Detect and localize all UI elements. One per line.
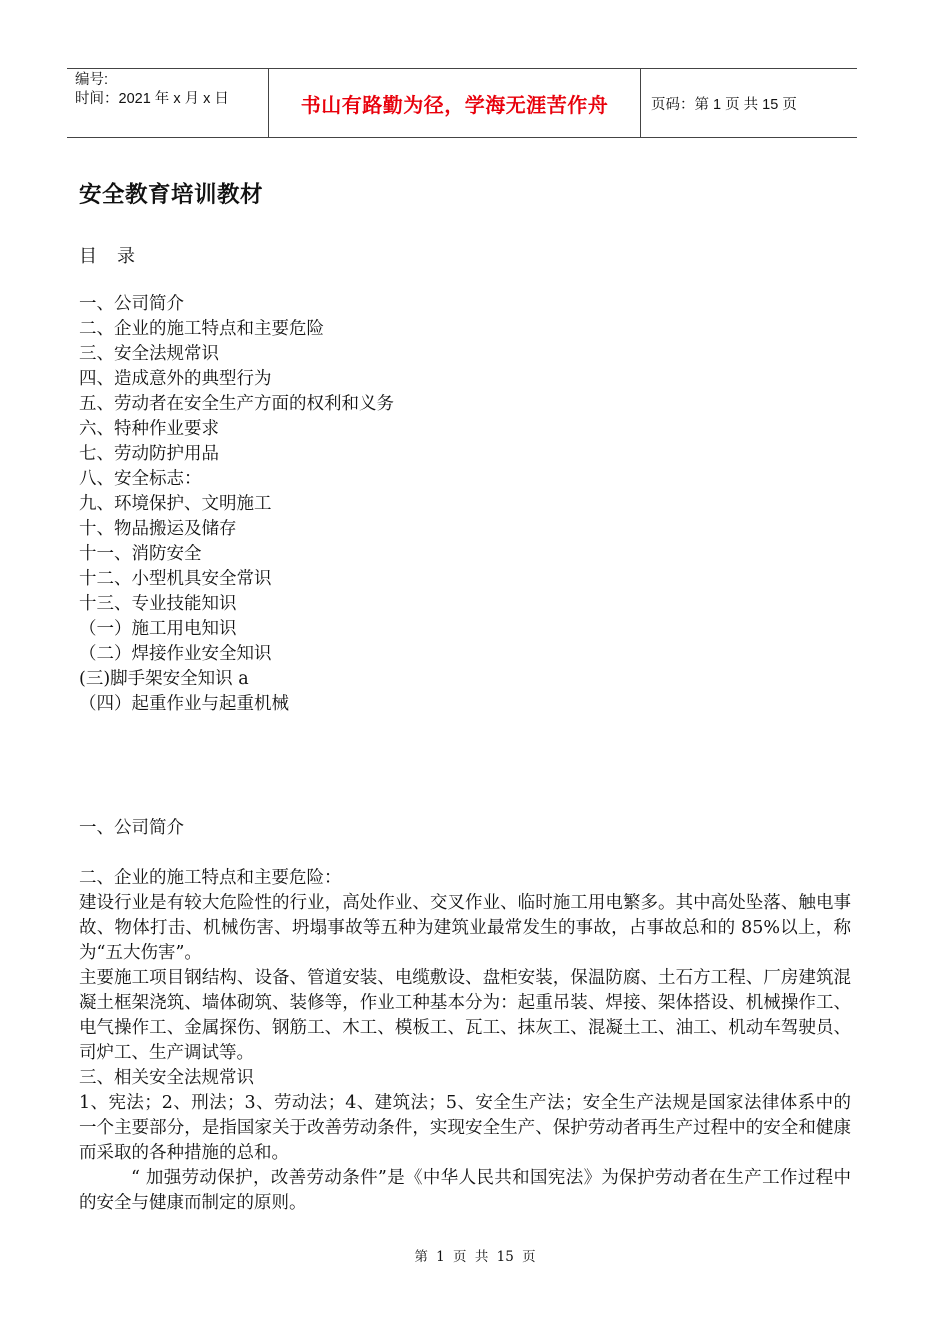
body-text bbox=[79, 866, 851, 1216]
toc-item: (三)脚手架安全知识 a bbox=[79, 669, 249, 689]
number-label: 编号: bbox=[75, 72, 109, 88]
toc-item: 九、环境保护、文明施工 bbox=[79, 494, 272, 514]
paragraph: “ 加强劳动保护，改善劳动条件”是《中华人民共和国宪法》为保护劳动者在生产工作过程中的安全与健康而制定的原则。 bbox=[79, 1168, 851, 1213]
toc-item: 七、劳动防护用品 bbox=[79, 444, 219, 464]
toc-item: 二、企业的施工特点和主要危险 bbox=[79, 319, 324, 339]
toc-item: （四）起重作业与起重机械 bbox=[79, 694, 289, 714]
time-label: 时间：2021 年 x 月 x 日 bbox=[75, 91, 229, 107]
toc-item: 十二、小型机具安全常识 bbox=[79, 569, 272, 589]
toc-item: （一）施工用电知识 bbox=[79, 619, 237, 639]
toc-item: 五、劳动者在安全生产方面的权利和义务 bbox=[79, 394, 394, 414]
toc-item: 十一、消防安全 bbox=[79, 544, 202, 564]
header-page-label: 页码：第 1 页 共 15 页 bbox=[651, 96, 797, 113]
toc-item: 一、公司简介 bbox=[79, 294, 184, 314]
paragraph: 1、宪法；2、刑法；3、劳动法；4、建筑法；5、安全生产法；安全生产法规是国家法律体系中的一个主要部分，是指国家关于改善劳动条件，实现安全生产、保护劳动者再生产过程中的安全和健康而采取的各种措施的总和。 bbox=[79, 1093, 851, 1163]
document-title: 安全教育培训教材 bbox=[79, 182, 264, 208]
toc-item: 六、特种作业要求 bbox=[79, 419, 219, 439]
section-1-heading: 一、公司简介 bbox=[79, 818, 184, 838]
table-of-contents bbox=[79, 292, 394, 717]
toc-heading: 目录 bbox=[79, 246, 155, 267]
paragraph: 建设行业是有较大危险性的行业，高处作业、交叉作业、临时施工用电繁多。其中高处坠落、触电事故、物体打击、机械伤害、坍塌事故等五种为建筑业最常发生的事故，占事故总和的 85%以上，称为“五大伤害”。 bbox=[79, 893, 851, 963]
toc-item: 十、物品搬运及储存 bbox=[79, 519, 237, 539]
toc-item: （二）焊接作业安全知识 bbox=[79, 644, 272, 664]
header-motto: 书山有路勤为径，学海无涯苦作舟 bbox=[268, 69, 641, 137]
document-header bbox=[67, 68, 857, 138]
toc-item: 八、安全标志： bbox=[79, 469, 202, 489]
toc-item: 十三、专业技能知识 bbox=[79, 594, 237, 614]
section-3-heading: 三、相关安全法规常识 bbox=[79, 1068, 254, 1088]
paragraph: 主要施工项目钢结构、设备、管道安装、电缆敷设、盘柜安装，保温防腐、土石方工程、厂房建筑混凝土框架浇筑、墙体砌筑、装修等，作业工种基本分为：起重吊装、焊接、架体搭设、机械操作工、电气操作工、金属探伤、钢筋工、木工、模板工、瓦工、抹灰工、混凝土工、油工、机动车驾驶员、司炉工、生产调试等。 bbox=[79, 968, 851, 1063]
toc-item: 四、造成意外的典型行为 bbox=[79, 369, 272, 389]
section-2-heading: 二、企业的施工特点和主要危险： bbox=[79, 868, 342, 888]
header-meta bbox=[67, 69, 268, 137]
page-footer: 第 1 页 共 15 页 bbox=[414, 1249, 536, 1265]
toc-item: 三、安全法规常识 bbox=[79, 344, 219, 364]
